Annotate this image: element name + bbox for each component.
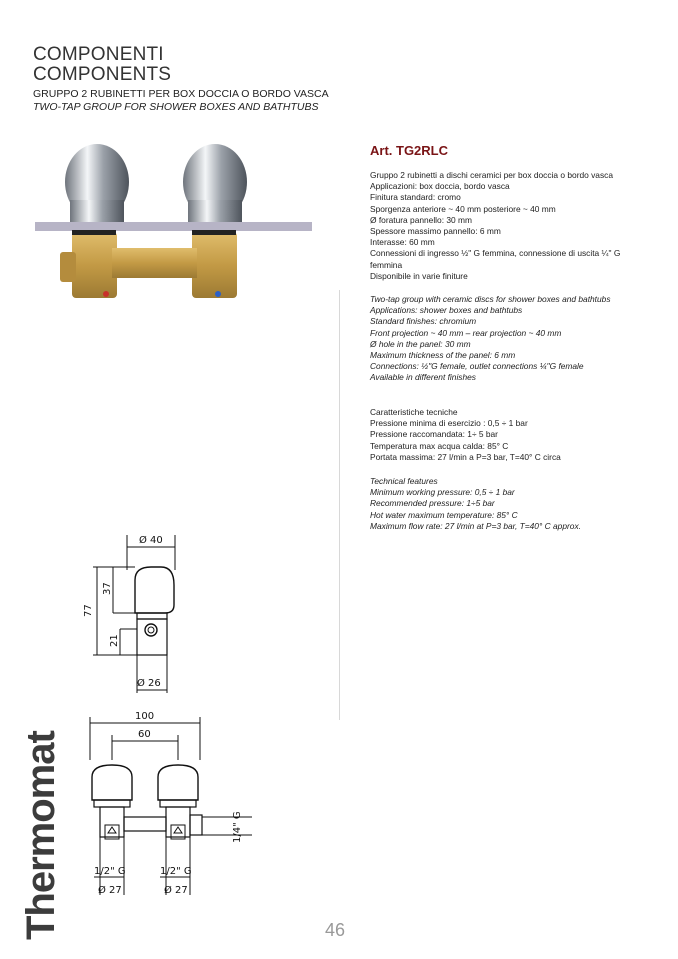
text-line: Connessioni di ingresso ½" G femmina, connessione di uscita ¼" G [370,248,621,259]
text-line: Spessore massimo pannello: 6 mm [370,226,501,237]
dim-body-height: 21 [109,634,120,647]
technical-features-english [370,476,650,532]
dim-diameter-right: Ø 27 [164,885,188,896]
text-line: Maximum flow rate: 27 l/min at P=3 bar, T=40° C approx. [370,520,581,531]
front-view-drawing [80,705,260,905]
article-code: Art. TG2RLC [370,143,448,158]
text-line: Ø hole in the panel: 30 mm [370,338,471,349]
text-line: Two-tap group with ceramic discs for shower boxes and bathtubs [370,294,611,304]
description-italian [370,170,650,282]
dim-total-width: 100 [135,711,155,722]
text-line: Recommended pressure: 1÷5 bar [370,498,495,509]
title-italian: COMPONENTI [33,44,164,65]
text-line: Applications: shower boxes and bathtubs [370,305,523,316]
text-line: Sporgenza anteriore ~ 40 mm posteriore ~ 40 mm [370,203,556,214]
text-line: Pressione raccomandata: 1÷ 5 bar [370,429,498,440]
text-line: Ø foratura pannello: 30 mm [370,214,472,225]
product-photo [30,140,320,310]
subtitle-italian: GRUPPO 2 RUBINETTI PER BOX DOCCIA O BORDO VASCA [33,88,329,100]
text-line: Connections: ½"G female, outlet connections ¼"G female [370,361,584,372]
page-number: 46 [325,920,346,940]
side-view-drawing [75,525,205,700]
text-line: Pressione minima di esercizio : 0,5 ÷ 1 bar [370,418,528,429]
dim-interaxis: 60 [138,729,151,740]
subtitle-english: TWO-TAP GROUP FOR SHOWER BOXES AND BATHTUBS [33,101,319,113]
text-line: Interasse: 60 mm [370,237,435,248]
text-line: Temperatura max acqua calda: 85° C [370,440,509,451]
column-divider [339,290,340,720]
dim-inlet-left: 1/2" G [94,866,126,877]
text-line: Maximum thickness of the panel: 6 mm [370,350,516,361]
dim-head-height: 37 [102,582,113,595]
text-line: Technical features [370,476,438,486]
text-line: Minimum working pressure: 0,5 ÷ 1 bar [370,487,515,498]
text-line: Disponibile in varie finiture [370,270,468,281]
dim-inlet-right: 1/2" G [160,866,192,877]
brand-logo: Thermomat [19,731,63,940]
description-english [370,294,650,384]
dim-diameter-top: Ø 40 [139,535,163,546]
dim-outlet-thread: 1/4" G [232,811,243,843]
text-line: femmina [370,259,403,270]
text-line: Applicazioni: box doccia, bordo vasca [370,181,510,192]
text-line: Gruppo 2 rubinetti a dischi ceramici per box doccia o bordo vasca [370,170,614,180]
text-line: Portata massima: 27 l/min a P=3 bar, T=40° C circa [370,451,561,462]
text-line: Hot water maximum temperature: 85° C [370,509,518,520]
dim-diameter-left: Ø 27 [98,885,122,896]
text-line: Available in different finishes [370,372,476,383]
title-english: COMPONENTS [33,64,172,85]
text-line: Caratteristiche tecniche [370,407,458,417]
text-line: Standard finishes: chromium [370,316,477,327]
dim-total-height: 77 [83,604,94,617]
technical-features-italian [370,407,650,463]
text-line: Finitura standard: cromo [370,192,461,203]
text-line: Front projection ~ 40 mm – rear projection ~ 40 mm [370,327,562,338]
dim-diameter-bottom: Ø 26 [137,678,161,689]
